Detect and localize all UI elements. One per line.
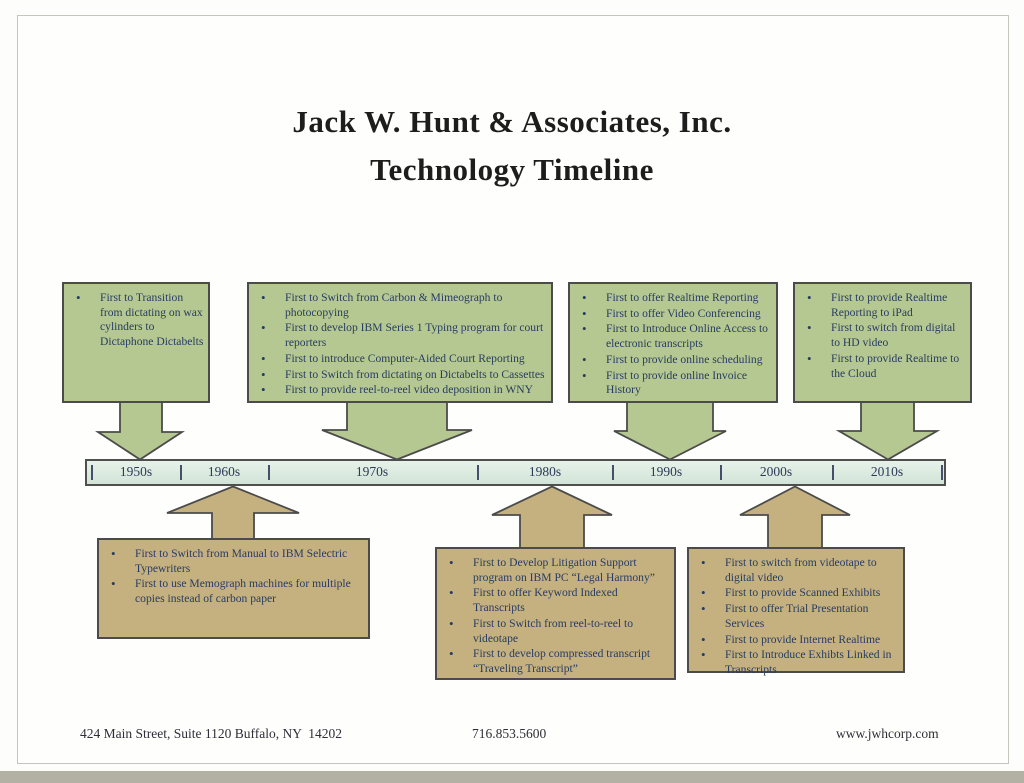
bullet-item: • First to provide Scanned Exhibits [689, 586, 899, 601]
scan-edge-strip [0, 771, 1024, 783]
bullet-item: • First to provide Realtime to the Cloud [795, 352, 966, 381]
milestone-box-2010s [793, 282, 972, 403]
bullet-item: • First to develop IBM Series 1 Typing program for court reporters [249, 321, 547, 350]
bullet-item: • First to Switch from dictating on Dictabelts to Cassettes [249, 368, 547, 383]
footer-website: www.jwhcorp.com [836, 726, 939, 741]
milestone-box-1960s [97, 538, 370, 639]
milestone-list [64, 291, 204, 350]
milestone-box-1980s [435, 547, 676, 680]
decade-label-1970s: 1970s [355, 464, 389, 479]
milestone-list [437, 556, 670, 677]
bullet-item: • First to Switch from Manual to IBM Selectric Typewriters [99, 547, 364, 576]
milestone-box-1950s [62, 282, 210, 403]
bullet-item: • First to use Memograph machines for multiple copies instead of carbon paper [99, 577, 364, 606]
milestone-box-1970s [247, 282, 553, 403]
bullet-item: • First to Switch from reel-to-reel to videotape [437, 617, 670, 646]
bullet-item: • First to develop compressed transcript “Traveling Transcript” [437, 647, 670, 676]
bullet-item: • First to provide online Invoice History [570, 369, 772, 398]
timeline-tick [612, 465, 614, 480]
bullet-item: • First to Introduce Exhibts Linked in Transcripts [689, 648, 899, 677]
milestone-list [689, 556, 899, 678]
decade-label-1950s: 1950s [119, 464, 153, 479]
footer-phone: 716.853.5600 [472, 726, 547, 741]
bullet-item: • First to Transition from dictating on wax cylinders to Dictaphone Dictabelts [64, 291, 204, 350]
milestone-list [99, 547, 364, 607]
timeline-tick [180, 465, 182, 480]
page-title [0, 98, 1024, 194]
bullet-item: • First to offer Keyword Indexed Transcripts [437, 586, 670, 615]
milestone-list [570, 291, 772, 398]
bullet-item: • First to provide Realtime Reporting to iPad [795, 291, 966, 320]
bullet-item: • First to provide Internet Realtime [689, 633, 899, 648]
bullet-item: • First to switch from digital to HD video [795, 321, 966, 350]
milestone-box-2000s [687, 547, 905, 677]
milestone-list [249, 291, 547, 398]
timeline-bar [85, 459, 946, 486]
timeline-tick [91, 465, 93, 480]
footer-address: 424 Main Street, Suite 1120 Buffalo, NY 14202 [80, 726, 342, 741]
title-company: Jack W. Hunt & Associates, Inc. [292, 104, 732, 139]
bullet-item: • First to Switch from Carbon & Mimeograph to photocopying [249, 291, 547, 320]
bullet-item: • First to offer Video Conferencing [570, 307, 772, 322]
decade-label-2000s: 2000s [759, 464, 793, 479]
timeline-tick [832, 465, 834, 480]
bullet-item: • First to Introduce Online Access to electronic transcripts [570, 322, 772, 351]
bullet-item: • First to provide reel-to-reel video deposition in WNY [249, 383, 547, 398]
bullet-item: • First to Develop Litigation Support program on IBM PC “Legal Harmony” [437, 556, 670, 585]
decade-label-1980s: 1980s [528, 464, 562, 479]
decade-label-1960s: 1960s [207, 464, 241, 479]
timeline-tick [268, 465, 270, 480]
timeline-tick [477, 465, 479, 480]
bullet-item: • First to introduce Computer-Aided Court Reporting [249, 352, 547, 367]
milestone-list [795, 291, 966, 381]
bullet-item: • First to offer Realtime Reporting [570, 291, 772, 306]
timeline-tick [941, 465, 943, 480]
timeline-tick [720, 465, 722, 480]
decade-label-1990s: 1990s [649, 464, 683, 479]
bullet-item: • First to switch from videotape to digital video [689, 556, 899, 585]
title-subtitle: Technology Timeline [370, 152, 654, 188]
milestone-box-1990s [568, 282, 778, 403]
bullet-item: • First to offer Trial Presentation Services [689, 602, 899, 631]
decade-label-2010s: 2010s [870, 464, 904, 479]
bullet-item: • First to provide online scheduling [570, 353, 772, 368]
